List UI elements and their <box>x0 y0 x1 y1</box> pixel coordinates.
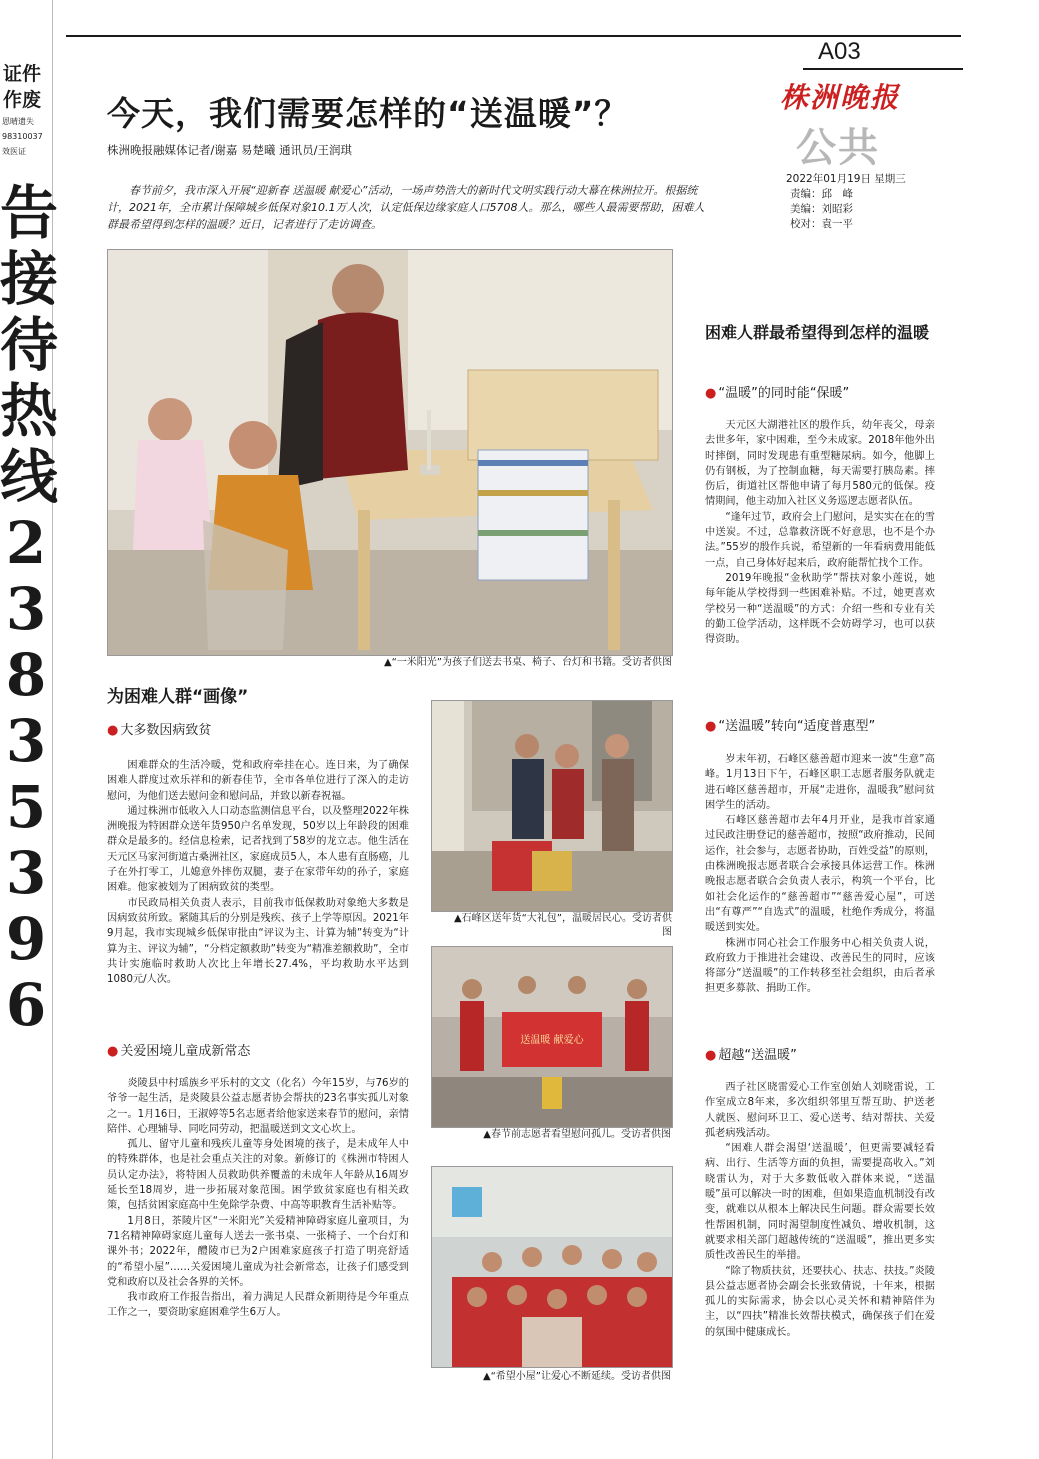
issue-date: 2022年01月19日 星期三 <box>786 173 906 185</box>
paragraph: 2019年晚报“金秋助学”帮扶对象小莲说，她每年能从学校得到一些困难补贴。不过，她更喜欢学校另一种“送温暖”的方式：介绍一些和专业有关的勤工俭学活动，这样既不会妨碍学习，也可以获得资助。 <box>705 572 935 646</box>
article-byline: 株洲晚报融媒体记者/谢嘉 易楚曦 通讯员/王润琪 <box>107 143 353 157</box>
right-subhead-1-text: “温暖”的同时能“保暖” <box>718 386 850 401</box>
top-rule <box>66 35 961 37</box>
photo-gift-pack <box>431 700 673 912</box>
notice-title-line1: 证件 <box>3 63 42 85</box>
right-sub1-body <box>705 418 935 647</box>
hotline-digit: 5 <box>5 773 47 841</box>
hotline-char: 告 <box>0 179 59 247</box>
right-sub2-body <box>705 752 935 997</box>
right-subhead-3 <box>705 1047 797 1065</box>
hotline-digit: 9 <box>5 905 47 973</box>
left-subhead-1 <box>107 722 211 740</box>
main-photo-caption: ▲“一米阳光”为孩子们送去书桌、椅子、台灯和书籍。受访者供图 <box>383 657 672 668</box>
left-subhead-2 <box>107 1043 250 1061</box>
photo-hope-room <box>431 1166 673 1368</box>
hotline-digit: 8 <box>5 641 47 709</box>
photo-orphan-visit <box>431 946 673 1128</box>
paper-logo <box>780 76 910 114</box>
hotline-char: 待 <box>0 311 59 379</box>
notice-text-2: 98310037 <box>2 132 43 141</box>
paragraph: 西子社区晓雷爱心工作室创始人刘晓雷说，工作室成立8年来，多次组织邻里互帮互助、护送老人就医、慰问环卫工、爱心送考、结对帮扶、关爱孤老病残活动。 <box>705 1082 935 1139</box>
red-dot-icon: ● <box>107 1044 119 1059</box>
right-subhead-3-text: 超越“送温暖” <box>718 1048 797 1063</box>
hotline-digit: 2 <box>5 509 47 577</box>
paper-logo-text: 株洲晚报 <box>780 81 901 114</box>
paragraph: “逢年过节，政府会上门慰问，是实实在在的雪中送炭。不过，总靠救济既不好意思，也不是个办法。”55岁的殷作兵说，希望新的一年看病费用能低一点，自己身体好起来后，政府能帮忙找个工作。 <box>705 511 935 569</box>
editor-credit: 责编：邱 峰 <box>790 188 853 200</box>
article-lead: 春节前夕，我市深入开展“迎新春 送温暖 献爱心”活动，一场声势浩大的新时代文明实践行动大幕在株洲拉开。根据统计，2021年，全市累计保障城乡低保对象10.1万人次，认定低保边缘家庭人口5708人。那么，哪些人最需要帮助，困难人群最希望得到怎样的温暖？近日，记者进行了走访调查。 <box>107 184 705 231</box>
proofreader-credit: 校对：袁一平 <box>790 218 853 230</box>
paragraph: 炎陵县中村瑶族乡平乐村的文文（化名）今年15岁，与76岁的爷爷一起生活，是炎陵县公益志愿者协会帮扶的23名事实孤儿对象之一。1月16日，王淑婷等5名志愿者给他家送来春节的慰问，亲情陪伴、心理辅导、同吃同劳动，把温暖送到文文心坎上。 <box>107 1078 409 1135</box>
article-headline: 今天，我们需要怎样的“送温暖”？ <box>107 94 629 133</box>
paragraph: “除了物质扶贫，还要扶心、扶志、扶技。”炎陵县公益志愿者协会副会长张致倩说，十年来，根据孤儿的实际需求，协会以心灵关怀和精神陪伴为主，以“四扶”精准长效帮扶模式，确保孩子们在爱的氛围中健康成长。 <box>705 1265 935 1338</box>
paragraph: 市民政局相关负责人表示，目前我市低保救助对象绝大多数是因病致贫所致。紧随其后的分别是残疾、孩子上学等原因。2021年9月起，我市实现城乡低保审批由“评议为主、计算为辅”转变为“计算为主、评议为辅”，“分档定额救助”转变为“精准差额救助”，全市共计实施临时救助人次比上年增长27.4%，平均救助水平达到1080元/人次。 <box>107 897 409 986</box>
photo-gift-pack-caption: ▲石峰区送年货“大礼包”，温暖居民心。受访者供图 <box>453 913 672 938</box>
page-number: A03 <box>818 38 861 65</box>
paragraph: 天元区大湖港社区的殷作兵，幼年丧父，母亲去世多年，家中困难，至今未成家。2018年他外出时摔倒，同时发现患有重型糖尿病。如今，他脚上仍有钢板，为了控制血糖，每天需要打胰岛素。摔伤后，街道社区帮他申请了每月580元的低保。疫情期间，他主动加入社区义务巡逻志愿者队伍。 <box>705 420 935 508</box>
hotline-banner <box>0 179 59 1039</box>
paragraph: 株洲市同心社会工作服务中心相关负责人说，政府致力于推进社会建设、改善民生的同时，应该将部分“送温暖”的工作转移至社会组织，由后者承担更多募款、捐助工作。 <box>705 937 935 995</box>
paragraph: 1月8日，茶陵片区“一米阳光”关爱精神障碍家庭儿童项目，为71名精神障碍家庭儿童每人送去一张书桌、一张椅子、一个台灯和课外书；2022年，醴陵市已为2户困难家庭孩子打造了明亮舒适的“希望小屋”……关爱困境儿童成为社会新常态，让孩子们感受到党和政府以及社会各界的关怀。 <box>107 1215 409 1288</box>
left-margin-strip <box>0 0 59 1459</box>
hotline-digit: 3 <box>5 575 47 643</box>
photo-banner-text: 送温暖 献爱心 <box>520 1035 584 1046</box>
hotline-char: 热 <box>0 377 59 445</box>
left-subhead-2-text: 关爱困境儿童成新常态 <box>120 1044 251 1059</box>
paragraph: 石峰区慈善超市去年4月开业，是我市首家通过民政注册登记的慈善超市，按照“政府推动，民间运作，社会参与，志愿者协助，百姓受益”的原则，由株洲晚报志愿者联合会承接具体运营工作。株洲晚报志愿者联合会负责人表示，构筑一个平台，比如社会化运作的“慈善超市”“慈善爱心屋”，可送出“有尊严”“自选式”的温暖，杜绝作秀成分，将温暖送到实处。 <box>705 815 935 934</box>
red-dot-icon: ● <box>107 723 119 738</box>
left-sub2-body <box>107 1076 409 1321</box>
left-section-heading: 为困难人群“画像” <box>107 687 249 707</box>
right-subhead-1 <box>705 385 849 403</box>
paragraph: “困难人群会渴望‘送温暖’，但更需要减轻看病、出行、生活等方面的负担，需要提高收入。”刘晓雷认为，对于大多数低收入群体来说，“送温暖”虽可以解决一时的困难，但如果造血机制没有改变，就难以从根本上解决民生问题。群众需要长效性帮困机制，同时渴望制度性减负、增收机制，这就要求相关部门超越传统的“送温暖”，推出更多实质性改善民生的举措。 <box>705 1143 935 1262</box>
notice-text-1: 恩晴遗失 <box>2 117 34 126</box>
right-subhead-2 <box>705 718 875 736</box>
right-subhead-2-text: “送温暖”转向“适度普惠型” <box>718 719 876 734</box>
red-dot-icon: ● <box>705 719 717 734</box>
hotline-char: 线 <box>0 443 59 511</box>
photo-orphan-visit-caption: ▲春节前志愿者看望慰问孤儿。受访者供图 <box>483 1129 671 1140</box>
red-dot-icon: ● <box>705 386 717 401</box>
paragraph: 岁末年初，石峰区慈善超市迎来一波“生意”高峰。1月13日下午，石峰区职工志愿者服务队就走进石峰区慈善超市，开展“走进你，温暖我”慰问贫困学生的活动。 <box>705 754 935 811</box>
hotline-digit: 3 <box>5 839 47 907</box>
hotline-digit: 3 <box>5 707 47 775</box>
hotline-char: 接 <box>0 245 59 313</box>
photo-hope-room-caption: ▲“希望小屋”让爱心不断延续。受访者供图 <box>482 1371 671 1382</box>
notice-text-3: 效医证 <box>2 147 26 156</box>
issue-meta <box>786 172 906 232</box>
page-number-rule <box>803 68 963 70</box>
right-sub3-body <box>705 1080 935 1340</box>
paragraph: 我市政府工作报告指出，着力满足人民群众新期待是今年重点工作之一，要资助家庭困难学生6万人。 <box>107 1292 409 1319</box>
right-section-heading: 困难人群最希望得到怎样的温暖 <box>705 323 930 342</box>
paragraph: 孤儿、留守儿童和残疾儿童等身处困境的孩子，是未成年人中的特殊群体，也是社会重点关注的对象。新修订的《株洲市特困人员认定办法》，将特困人员救助供养覆盖的未成年人年龄从16周岁延长至18周岁，进一步拓展对象范围。困学致贫家庭也有相关政策，包括贫困家庭高中生免除学杂费、中高等职教育生活补贴等。 <box>107 1139 409 1212</box>
paragraph: 通过株洲市低收入人口动态监测信息平台，以及整理2022年株洲晚报为特困群众送年货950户名单发现，50岁以上年龄段的困难群众是最多的。经信息检索，记者找到了58岁的龙立志。他生活在天元区马家河街道古桑洲社区，家庭成员5人，本人患有直肠癌，儿子在外打零工，儿媳意外摔伤双腿，妻子在家带年幼的孙子，家庭困难。他家被划为了困病致贫的类型。 <box>107 805 409 894</box>
left-subhead-1-text: 大多数因病致贫 <box>120 723 212 738</box>
paragraph: 困难群众的生活冷暖，党和政府牵挂在心。连日来，为了确保困难人群度过欢乐祥和的新春佳节，全市各单位进行了深入的走访慰问，为他们送去慰问金和慰问品，并致以新春祝福。 <box>107 760 409 802</box>
section-name: 公共 <box>796 124 880 171</box>
notice-title-line2: 作废 <box>3 89 42 111</box>
hotline-digit: 6 <box>5 971 47 1039</box>
designer-credit: 美编：刘昭彩 <box>790 203 853 215</box>
main-photo <box>107 249 673 656</box>
left-sub1-body <box>107 758 409 987</box>
red-dot-icon: ● <box>705 1048 717 1063</box>
